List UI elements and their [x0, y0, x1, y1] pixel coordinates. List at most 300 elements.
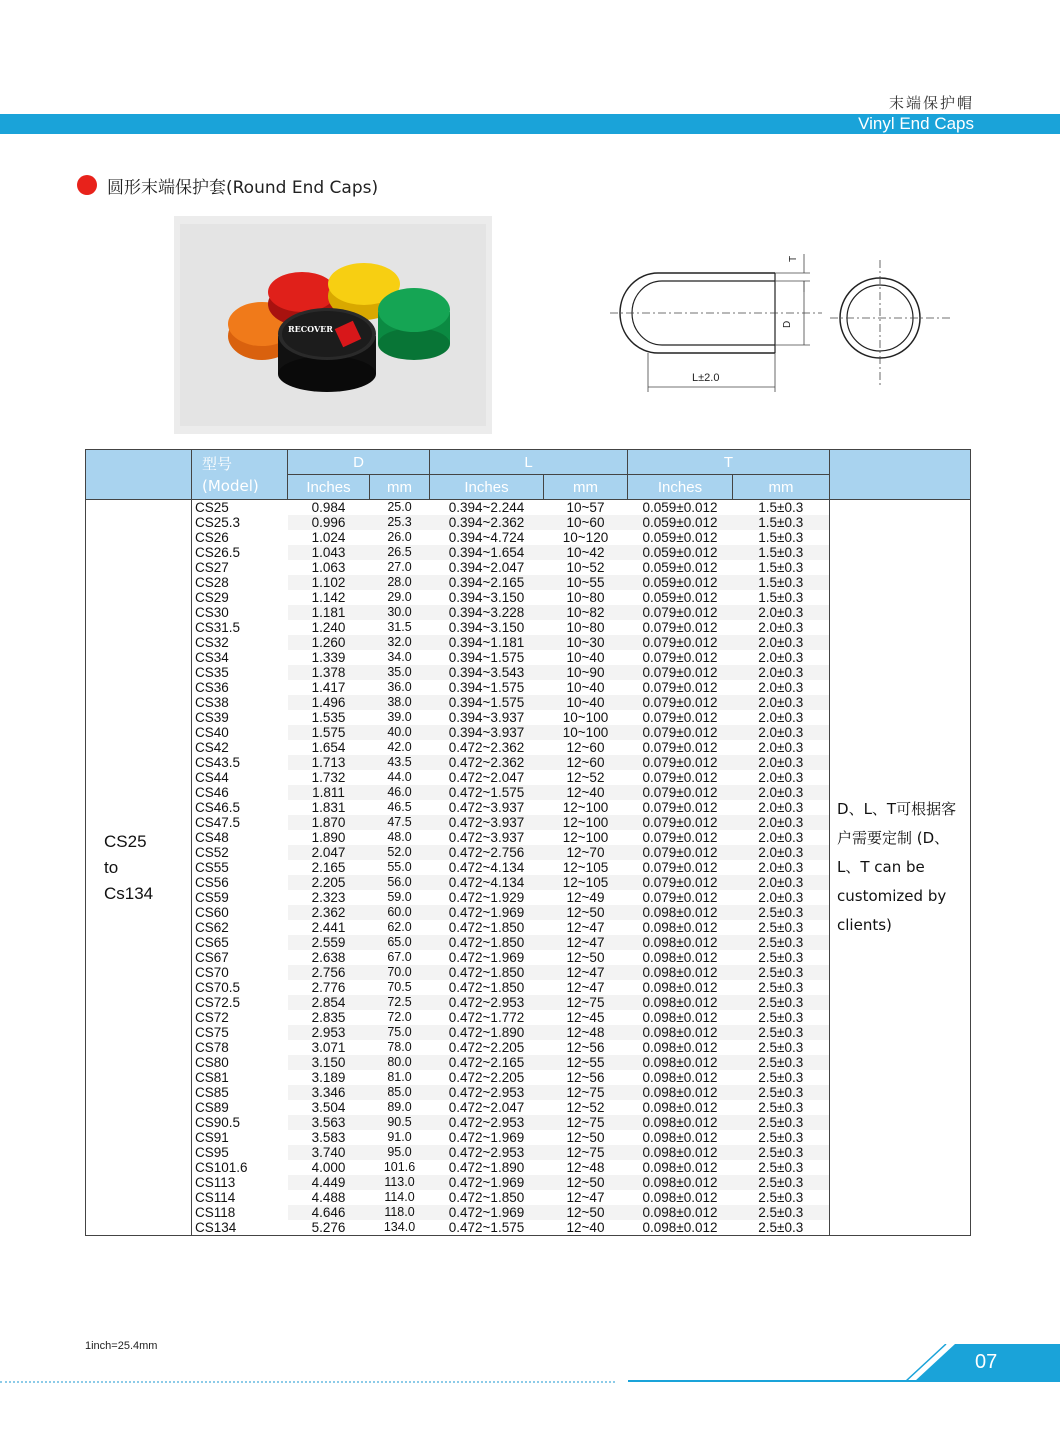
cell-l-mm: 12~50 — [544, 1175, 628, 1190]
cell-l-mm: 10~52 — [566, 560, 605, 575]
cell-model: CS56 — [192, 875, 288, 890]
cell-model: CS42 — [192, 740, 288, 755]
cell-l-mm: 12~100 — [544, 815, 628, 830]
cell-t-inches: 0.098±0.012 — [628, 1115, 733, 1130]
cell-l-mm: 12~47 — [566, 980, 605, 995]
cell-l-inches: 0.472~2.953 — [430, 995, 544, 1010]
cell-d-inches: 2.165 — [311, 860, 346, 875]
cell-d-inches: 2.638 — [311, 950, 346, 965]
cell-d-inches: 2.323 — [311, 890, 346, 905]
cell-t-mm: 2.5±0.3 — [733, 1010, 830, 1025]
cell-t-inches: 0.059±0.012 — [642, 530, 718, 545]
cell-l-mm: 10~80 — [566, 590, 605, 605]
cell-model: CS36 — [192, 680, 288, 695]
cell-d-mm: 28.0 — [370, 575, 430, 590]
cell-d-inches: 4.488 — [311, 1190, 346, 1205]
cell-d-inches: 1.043 — [288, 545, 370, 560]
cell-l-mm: 12~50 — [566, 950, 605, 965]
cell-t-mm: 2.0±0.3 — [733, 830, 830, 845]
cell-t-mm: 2.0±0.3 — [733, 740, 830, 755]
cell-model: CS81 — [192, 1070, 288, 1085]
cell-t-inches: 0.098±0.012 — [628, 905, 733, 920]
cell-t-inches: 0.079±0.012 — [628, 605, 733, 620]
cell-d-mm: 81.0 — [387, 1070, 412, 1084]
cell-model: CS85 — [192, 1085, 288, 1100]
cell-d-inches: 3.071 — [311, 1040, 346, 1055]
note-header — [830, 450, 971, 500]
cell-t-mm: 2.5±0.3 — [733, 1220, 830, 1236]
cell-d-inches: 1.870 — [288, 815, 370, 830]
cell-t-inches: 0.098±0.012 — [628, 965, 733, 980]
cell-d-mm: 34.0 — [387, 650, 412, 664]
cell-d-inches: 1.654 — [311, 740, 346, 755]
cell-d-mm: 62.0 — [387, 920, 412, 934]
photo-brand-text: RECOVER — [288, 324, 333, 334]
cell-t-mm: 2.5±0.3 — [733, 1100, 830, 1115]
cell-model: CS72.5 — [192, 995, 288, 1010]
cell-l-mm: 12~52 — [566, 770, 605, 785]
cell-d-inches: 3.504 — [311, 1100, 346, 1115]
cell-l-mm: 10~82 — [544, 605, 628, 620]
cell-l-inches: 0.394~4.724 — [448, 530, 525, 545]
cell-d-inches: 4.646 — [288, 1205, 370, 1220]
model-header-cn: 型号 — [202, 454, 233, 473]
cell-d-inches: 1.890 — [311, 830, 346, 845]
cell-model: CS55 — [192, 860, 288, 875]
cell-d-mm: 60.0 — [370, 905, 430, 920]
cell-model: CS60 — [192, 905, 288, 920]
cell-t-inches: 0.098±0.012 — [642, 1160, 718, 1175]
cell-d-mm: 40.0 — [370, 725, 430, 740]
cell-t-inches: 0.098±0.012 — [628, 1025, 733, 1040]
cell-d-mm: 42.0 — [387, 740, 412, 754]
cell-t-mm: 2.0±0.3 — [733, 890, 830, 905]
cell-d-inches: 1.339 — [311, 650, 346, 665]
cell-t-mm: 2.0±0.3 — [733, 695, 830, 710]
note-line1: D、L、T可根据客 — [837, 800, 957, 818]
cell-d-mm: 47.5 — [370, 815, 430, 830]
cell-l-inches: 0.472~2.205 — [448, 1070, 525, 1085]
cell-t-inches: 0.079±0.012 — [642, 800, 718, 815]
t-header: T — [628, 450, 830, 475]
cell-l-mm: 12~50 — [566, 1130, 605, 1145]
cell-model: CS114 — [192, 1190, 288, 1205]
cell-model: CS72 — [192, 1010, 288, 1025]
cell-model: CS39 — [192, 710, 288, 725]
cell-t-mm: 2.5±0.3 — [733, 1070, 830, 1085]
footnote: 1inch=25.4mm — [85, 1340, 158, 1352]
cell-d-mm: 78.0 — [387, 1040, 412, 1054]
cell-d-mm: 72.0 — [387, 1010, 412, 1024]
cell-l-mm: 12~75 — [544, 1085, 628, 1100]
cell-t-mm: 2.5±0.3 — [733, 1025, 830, 1040]
cell-model: CS31.5 — [192, 620, 288, 635]
cell-model: CS80 — [192, 1055, 288, 1070]
cell-model: CS59 — [192, 890, 288, 905]
cell-d-mm: 31.5 — [387, 620, 412, 634]
cell-l-mm: 10~40 — [544, 695, 628, 710]
cell-l-inches: 0.472~1.575 — [430, 785, 544, 800]
cell-l-mm: 12~48 — [566, 1160, 605, 1175]
cell-l-mm: 12~49 — [566, 890, 605, 905]
cell-d-inches: 1.496 — [288, 695, 370, 710]
cell-model: CS95 — [192, 1145, 288, 1160]
cell-d-mm: 101.6 — [383, 1160, 416, 1174]
cell-l-inches: 0.394~2.244 — [448, 500, 525, 515]
cell-model: CS90.5 — [192, 1115, 288, 1130]
cell-l-mm: 12~48 — [544, 1025, 628, 1040]
model-range-line3: Cs134 — [104, 883, 154, 903]
cell-l-inches: 0.472~2.205 — [448, 1040, 525, 1055]
cell-t-inches: 0.079±0.012 — [642, 770, 718, 785]
cell-d-inches: 1.142 — [311, 590, 346, 605]
cell-d-mm: 95.0 — [370, 1145, 430, 1160]
cell-d-mm: 75.0 — [370, 1025, 430, 1040]
cell-model: CS70.5 — [192, 980, 288, 995]
cell-l-inches: 0.394~1.575 — [448, 680, 525, 695]
cell-d-inches: 1.811 — [288, 785, 370, 800]
cell-d-mm: 114.0 — [384, 1190, 415, 1204]
cell-d-mm: 91.0 — [387, 1130, 412, 1144]
cell-l-inches: 0.394~3.150 — [448, 620, 525, 635]
cell-d-mm: 48.0 — [387, 830, 412, 844]
cell-t-mm: 2.0±0.3 — [733, 620, 830, 635]
cell-t-inches: 0.098±0.012 — [628, 1145, 733, 1160]
note-line2: 户需要定制 (D、 — [837, 829, 950, 847]
cell-t-inches: 0.098±0.012 — [628, 1085, 733, 1100]
model-range-line2: to — [104, 857, 119, 877]
cell-t-inches: 0.098±0.012 — [628, 1175, 733, 1190]
cell-l-inches: 0.472~1.575 — [430, 1220, 544, 1236]
cell-d-inches: 1.713 — [288, 755, 370, 770]
cell-l-mm: 10~42 — [544, 545, 628, 560]
cell-d-mm: 32.0 — [370, 635, 430, 650]
l-mm-header: mm — [544, 475, 628, 500]
cell-t-mm: 2.0±0.3 — [733, 800, 830, 815]
cell-t-inches: 0.098±0.012 — [642, 950, 718, 965]
cell-l-inches: 0.394~3.150 — [448, 590, 525, 605]
cell-d-inches: 2.559 — [288, 935, 370, 950]
cell-t-mm: 2.5±0.3 — [733, 935, 830, 950]
cell-model: CS75 — [192, 1025, 288, 1040]
cell-t-inches: 0.079±0.012 — [642, 680, 718, 695]
cell-model: CS35 — [192, 665, 288, 680]
cell-model: CS40 — [192, 725, 288, 740]
cell-t-mm: 2.5±0.3 — [733, 920, 830, 935]
cell-t-inches: 0.098±0.012 — [642, 1040, 718, 1055]
cell-l-inches: 0.472~4.134 — [430, 875, 544, 890]
cell-t-inches: 0.098±0.012 — [642, 980, 718, 995]
header-title-cn: 末端保护帽 — [888, 94, 974, 112]
cell-d-mm: 70.0 — [370, 965, 430, 980]
cell-d-mm: 38.0 — [370, 695, 430, 710]
cell-d-inches: 1.024 — [311, 530, 346, 545]
cell-t-mm: 2.0±0.3 — [733, 770, 830, 785]
cell-d-mm: 89.0 — [387, 1100, 412, 1114]
cell-l-mm: 12~100 — [562, 830, 609, 845]
cell-l-mm: 12~47 — [544, 935, 628, 950]
cell-l-inches: 0.472~2.362 — [430, 755, 544, 770]
note-line5: clients) — [837, 916, 892, 934]
cell-l-inches: 0.472~1.969 — [430, 1205, 544, 1220]
cell-t-mm: 2.5±0.3 — [733, 1175, 830, 1190]
cell-d-inches: 2.441 — [311, 920, 346, 935]
cell-d-inches: 5.276 — [288, 1220, 370, 1236]
cell-l-inches: 0.472~2.756 — [430, 845, 544, 860]
cell-t-inches: 0.059±0.012 — [628, 515, 733, 530]
cell-l-inches: 0.394~2.362 — [430, 515, 544, 530]
cell-model: CS26 — [192, 530, 288, 545]
cell-t-mm: 2.0±0.3 — [733, 710, 830, 725]
cell-l-inches: 0.394~1.654 — [430, 545, 544, 560]
cell-t-inches: 0.059±0.012 — [642, 560, 718, 575]
cell-l-mm: 10~30 — [544, 635, 628, 650]
cell-d-mm: 30.0 — [370, 605, 430, 620]
cell-l-mm: 12~45 — [566, 1010, 605, 1025]
cell-d-inches: 2.047 — [288, 845, 370, 860]
cell-t-inches: 0.079±0.012 — [628, 755, 733, 770]
cell-l-inches: 0.472~1.850 — [430, 965, 544, 980]
cell-l-inches: 0.394~2.165 — [430, 575, 544, 590]
l-inches-header: Inches — [430, 475, 544, 500]
cell-l-mm: 12~60 — [566, 740, 605, 755]
cell-d-inches: 1.535 — [311, 710, 346, 725]
cell-t-inches: 0.079±0.012 — [642, 710, 718, 725]
spec-table — [85, 449, 971, 1236]
cell-d-inches: 0.996 — [288, 515, 370, 530]
cell-l-inches: 0.472~1.850 — [448, 980, 525, 995]
spec-table-body — [86, 500, 971, 1236]
cell-t-mm: 2.0±0.3 — [733, 875, 830, 890]
cell-t-mm: 2.0±0.3 — [733, 650, 830, 665]
model-range-line1: CS25 — [104, 831, 147, 851]
cap-dimension-diagram — [600, 240, 960, 400]
d-header: D — [288, 450, 430, 475]
cell-t-mm: 2.0±0.3 — [733, 845, 830, 860]
cell-d-mm: 35.0 — [370, 665, 430, 680]
cell-model: CS65 — [192, 935, 288, 950]
cell-l-inches: 0.394~3.543 — [430, 665, 544, 680]
cell-d-mm: 55.0 — [387, 860, 412, 874]
cell-l-inches: 0.472~1.772 — [448, 1010, 525, 1025]
cell-l-mm: 12~47 — [566, 920, 605, 935]
cell-t-mm: 2.5±0.3 — [733, 1205, 830, 1220]
cell-d-mm: 36.0 — [387, 680, 412, 694]
cell-l-mm: 12~75 — [544, 1115, 628, 1130]
d-inches-header: Inches — [288, 475, 370, 500]
cell-t-mm: 2.0±0.3 — [733, 665, 830, 680]
cell-l-inches: 0.472~1.969 — [430, 1175, 544, 1190]
d-mm-header: mm — [370, 475, 430, 500]
cell-d-mm: 46.0 — [370, 785, 430, 800]
cell-l-inches: 0.472~1.890 — [448, 1160, 525, 1175]
cell-model: CS28 — [192, 575, 288, 590]
cell-d-mm: 118.0 — [370, 1205, 430, 1220]
cell-t-inches: 0.079±0.012 — [642, 830, 718, 845]
cell-l-inches: 0.472~1.890 — [430, 1025, 544, 1040]
model-header — [192, 450, 288, 500]
technical-drawing — [600, 240, 960, 400]
cell-t-inches: 0.079±0.012 — [642, 620, 718, 635]
cell-model: CS38 — [192, 695, 288, 710]
cell-model: CS27 — [192, 560, 288, 575]
cell-t-mm: 2.5±0.3 — [733, 980, 830, 995]
cell-t-mm: 2.5±0.3 — [733, 1145, 830, 1160]
cell-d-mm: 26.0 — [387, 530, 412, 544]
cell-l-mm: 10~60 — [544, 515, 628, 530]
cell-d-inches: 3.346 — [288, 1085, 370, 1100]
cell-t-inches: 0.098±0.012 — [642, 1010, 718, 1025]
cell-l-inches: 0.472~3.937 — [430, 815, 544, 830]
header-title-en: Vinyl End Caps — [858, 114, 974, 133]
cell-d-inches: 1.063 — [311, 560, 346, 575]
cell-model: CS32 — [192, 635, 288, 650]
cell-l-mm: 12~52 — [566, 1100, 605, 1115]
cell-l-inches: 0.472~2.047 — [448, 770, 525, 785]
cell-model: CS118 — [192, 1205, 288, 1220]
cell-d-mm: 56.0 — [370, 875, 430, 890]
cell-model: CS25 — [192, 500, 288, 516]
cell-l-inches: 0.472~2.953 — [430, 1115, 544, 1130]
cell-t-inches: 0.059±0.012 — [642, 590, 718, 605]
cell-d-mm: 43.5 — [370, 755, 430, 770]
cell-model: CS29 — [192, 590, 288, 605]
cell-t-inches: 0.079±0.012 — [628, 875, 733, 890]
cell-l-mm: 12~105 — [562, 860, 609, 875]
cell-model: CS26.5 — [192, 545, 288, 560]
cell-t-mm: 1.5±0.3 — [733, 590, 830, 605]
cell-d-inches: 2.205 — [288, 875, 370, 890]
cell-l-mm: 12~47 — [544, 965, 628, 980]
cell-l-inches: 0.472~2.953 — [430, 1085, 544, 1100]
cell-l-mm: 10~100 — [544, 725, 628, 740]
cell-model: CS134 — [192, 1220, 288, 1236]
cell-l-inches: 0.394~3.937 — [430, 725, 544, 740]
cell-d-inches: 0.984 — [311, 500, 346, 515]
cell-t-mm: 2.5±0.3 — [733, 1130, 830, 1145]
cell-t-mm: 1.5±0.3 — [733, 560, 830, 575]
cell-d-inches: 1.181 — [288, 605, 370, 620]
cell-t-inches: 0.098±0.012 — [628, 935, 733, 950]
cell-model: CS70 — [192, 965, 288, 980]
cell-l-inches: 0.472~1.929 — [448, 890, 525, 905]
cell-model: CS47.5 — [192, 815, 288, 830]
cell-t-mm: 2.5±0.3 — [733, 1055, 830, 1070]
cell-d-inches: 1.732 — [311, 770, 346, 785]
cell-l-inches: 0.472~2.047 — [448, 1100, 525, 1115]
cell-t-mm: 1.5±0.3 — [733, 500, 830, 516]
cell-t-inches: 0.098±0.012 — [628, 1205, 733, 1220]
cell-d-mm: 25.3 — [370, 515, 430, 530]
cell-t-mm: 2.5±0.3 — [733, 965, 830, 980]
cell-d-mm: 25.0 — [387, 500, 412, 514]
cell-d-inches: 1.240 — [311, 620, 346, 635]
cell-t-inches: 0.079±0.012 — [628, 785, 733, 800]
cell-t-inches: 0.079±0.012 — [628, 815, 733, 830]
cell-l-inches: 0.394~1.181 — [430, 635, 544, 650]
cell-l-mm: 10~90 — [544, 665, 628, 680]
cell-d-inches: 3.189 — [311, 1070, 346, 1085]
customization-note — [830, 500, 971, 1236]
cell-l-inches: 0.394~3.937 — [448, 710, 525, 725]
label-l: L±2.0 — [692, 372, 720, 384]
cell-l-mm: 10~55 — [544, 575, 628, 590]
cell-l-mm: 12~40 — [544, 785, 628, 800]
cell-t-inches: 0.059±0.012 — [642, 500, 718, 515]
cell-d-inches: 2.854 — [288, 995, 370, 1010]
table-row — [86, 500, 971, 516]
end-caps-illustration — [174, 216, 492, 434]
cell-d-mm: 72.5 — [370, 995, 430, 1010]
cell-l-mm: 12~100 — [562, 800, 609, 815]
cell-t-mm: 2.0±0.3 — [733, 725, 830, 740]
cell-t-inches: 0.098±0.012 — [642, 1100, 718, 1115]
cell-d-mm: 52.0 — [370, 845, 430, 860]
cell-d-inches: 3.583 — [311, 1130, 346, 1145]
cell-t-inches: 0.098±0.012 — [642, 920, 718, 935]
cell-d-inches: 2.756 — [288, 965, 370, 980]
cell-t-inches: 0.079±0.012 — [628, 665, 733, 680]
cell-model: CS52 — [192, 845, 288, 860]
page-number: 07 — [975, 1351, 998, 1373]
cell-model: CS78 — [192, 1040, 288, 1055]
cell-t-mm: 2.0±0.3 — [733, 635, 830, 650]
note-line4: customized by — [837, 887, 947, 905]
cell-t-mm: 2.5±0.3 — [733, 1040, 830, 1055]
cell-t-mm: 2.0±0.3 — [733, 605, 830, 620]
cell-l-mm: 10~57 — [566, 500, 605, 515]
dotted-divider — [0, 1381, 615, 1383]
cell-t-mm: 1.5±0.3 — [733, 515, 830, 530]
cell-t-inches: 0.079±0.012 — [628, 725, 733, 740]
cell-l-mm: 12~50 — [544, 905, 628, 920]
cell-t-inches: 0.079±0.012 — [642, 740, 718, 755]
cell-t-inches: 0.079±0.012 — [628, 845, 733, 860]
t-mm-header: mm — [733, 475, 830, 500]
cell-d-mm: 26.5 — [370, 545, 430, 560]
cell-l-inches: 0.472~1.850 — [448, 920, 525, 935]
cell-l-inches: 0.394~1.575 — [448, 650, 525, 665]
cell-l-inches: 0.394~3.228 — [430, 605, 544, 620]
cell-l-mm: 12~50 — [544, 1205, 628, 1220]
cell-l-mm: 12~47 — [566, 1190, 605, 1205]
cell-d-inches: 1.260 — [288, 635, 370, 650]
cell-l-mm: 12~75 — [544, 1145, 628, 1160]
cell-t-mm: 2.5±0.3 — [733, 995, 830, 1010]
cell-l-mm: 10~40 — [566, 680, 605, 695]
cell-d-inches: 3.740 — [288, 1145, 370, 1160]
label-d: D — [782, 320, 793, 328]
cell-d-mm: 46.5 — [387, 800, 412, 814]
cell-t-mm: 2.0±0.3 — [733, 680, 830, 695]
cell-d-inches: 1.575 — [288, 725, 370, 740]
cell-l-mm: 12~75 — [544, 995, 628, 1010]
cell-t-mm: 2.5±0.3 — [733, 1115, 830, 1130]
cell-t-mm: 2.5±0.3 — [733, 950, 830, 965]
cell-d-mm: 67.0 — [387, 950, 412, 964]
cell-l-inches: 0.472~2.362 — [448, 740, 525, 755]
cell-t-mm: 1.5±0.3 — [733, 575, 830, 590]
cell-model: CS48 — [192, 830, 288, 845]
cell-t-inches: 0.059±0.012 — [628, 575, 733, 590]
cell-l-inches: 0.472~3.937 — [448, 830, 525, 845]
cell-model: CS34 — [192, 650, 288, 665]
cell-l-mm: 10~120 — [562, 530, 609, 545]
cell-t-mm: 2.0±0.3 — [733, 785, 830, 800]
cell-l-mm: 10~40 — [566, 650, 605, 665]
cell-d-inches: 4.449 — [288, 1175, 370, 1190]
cell-model: CS62 — [192, 920, 288, 935]
